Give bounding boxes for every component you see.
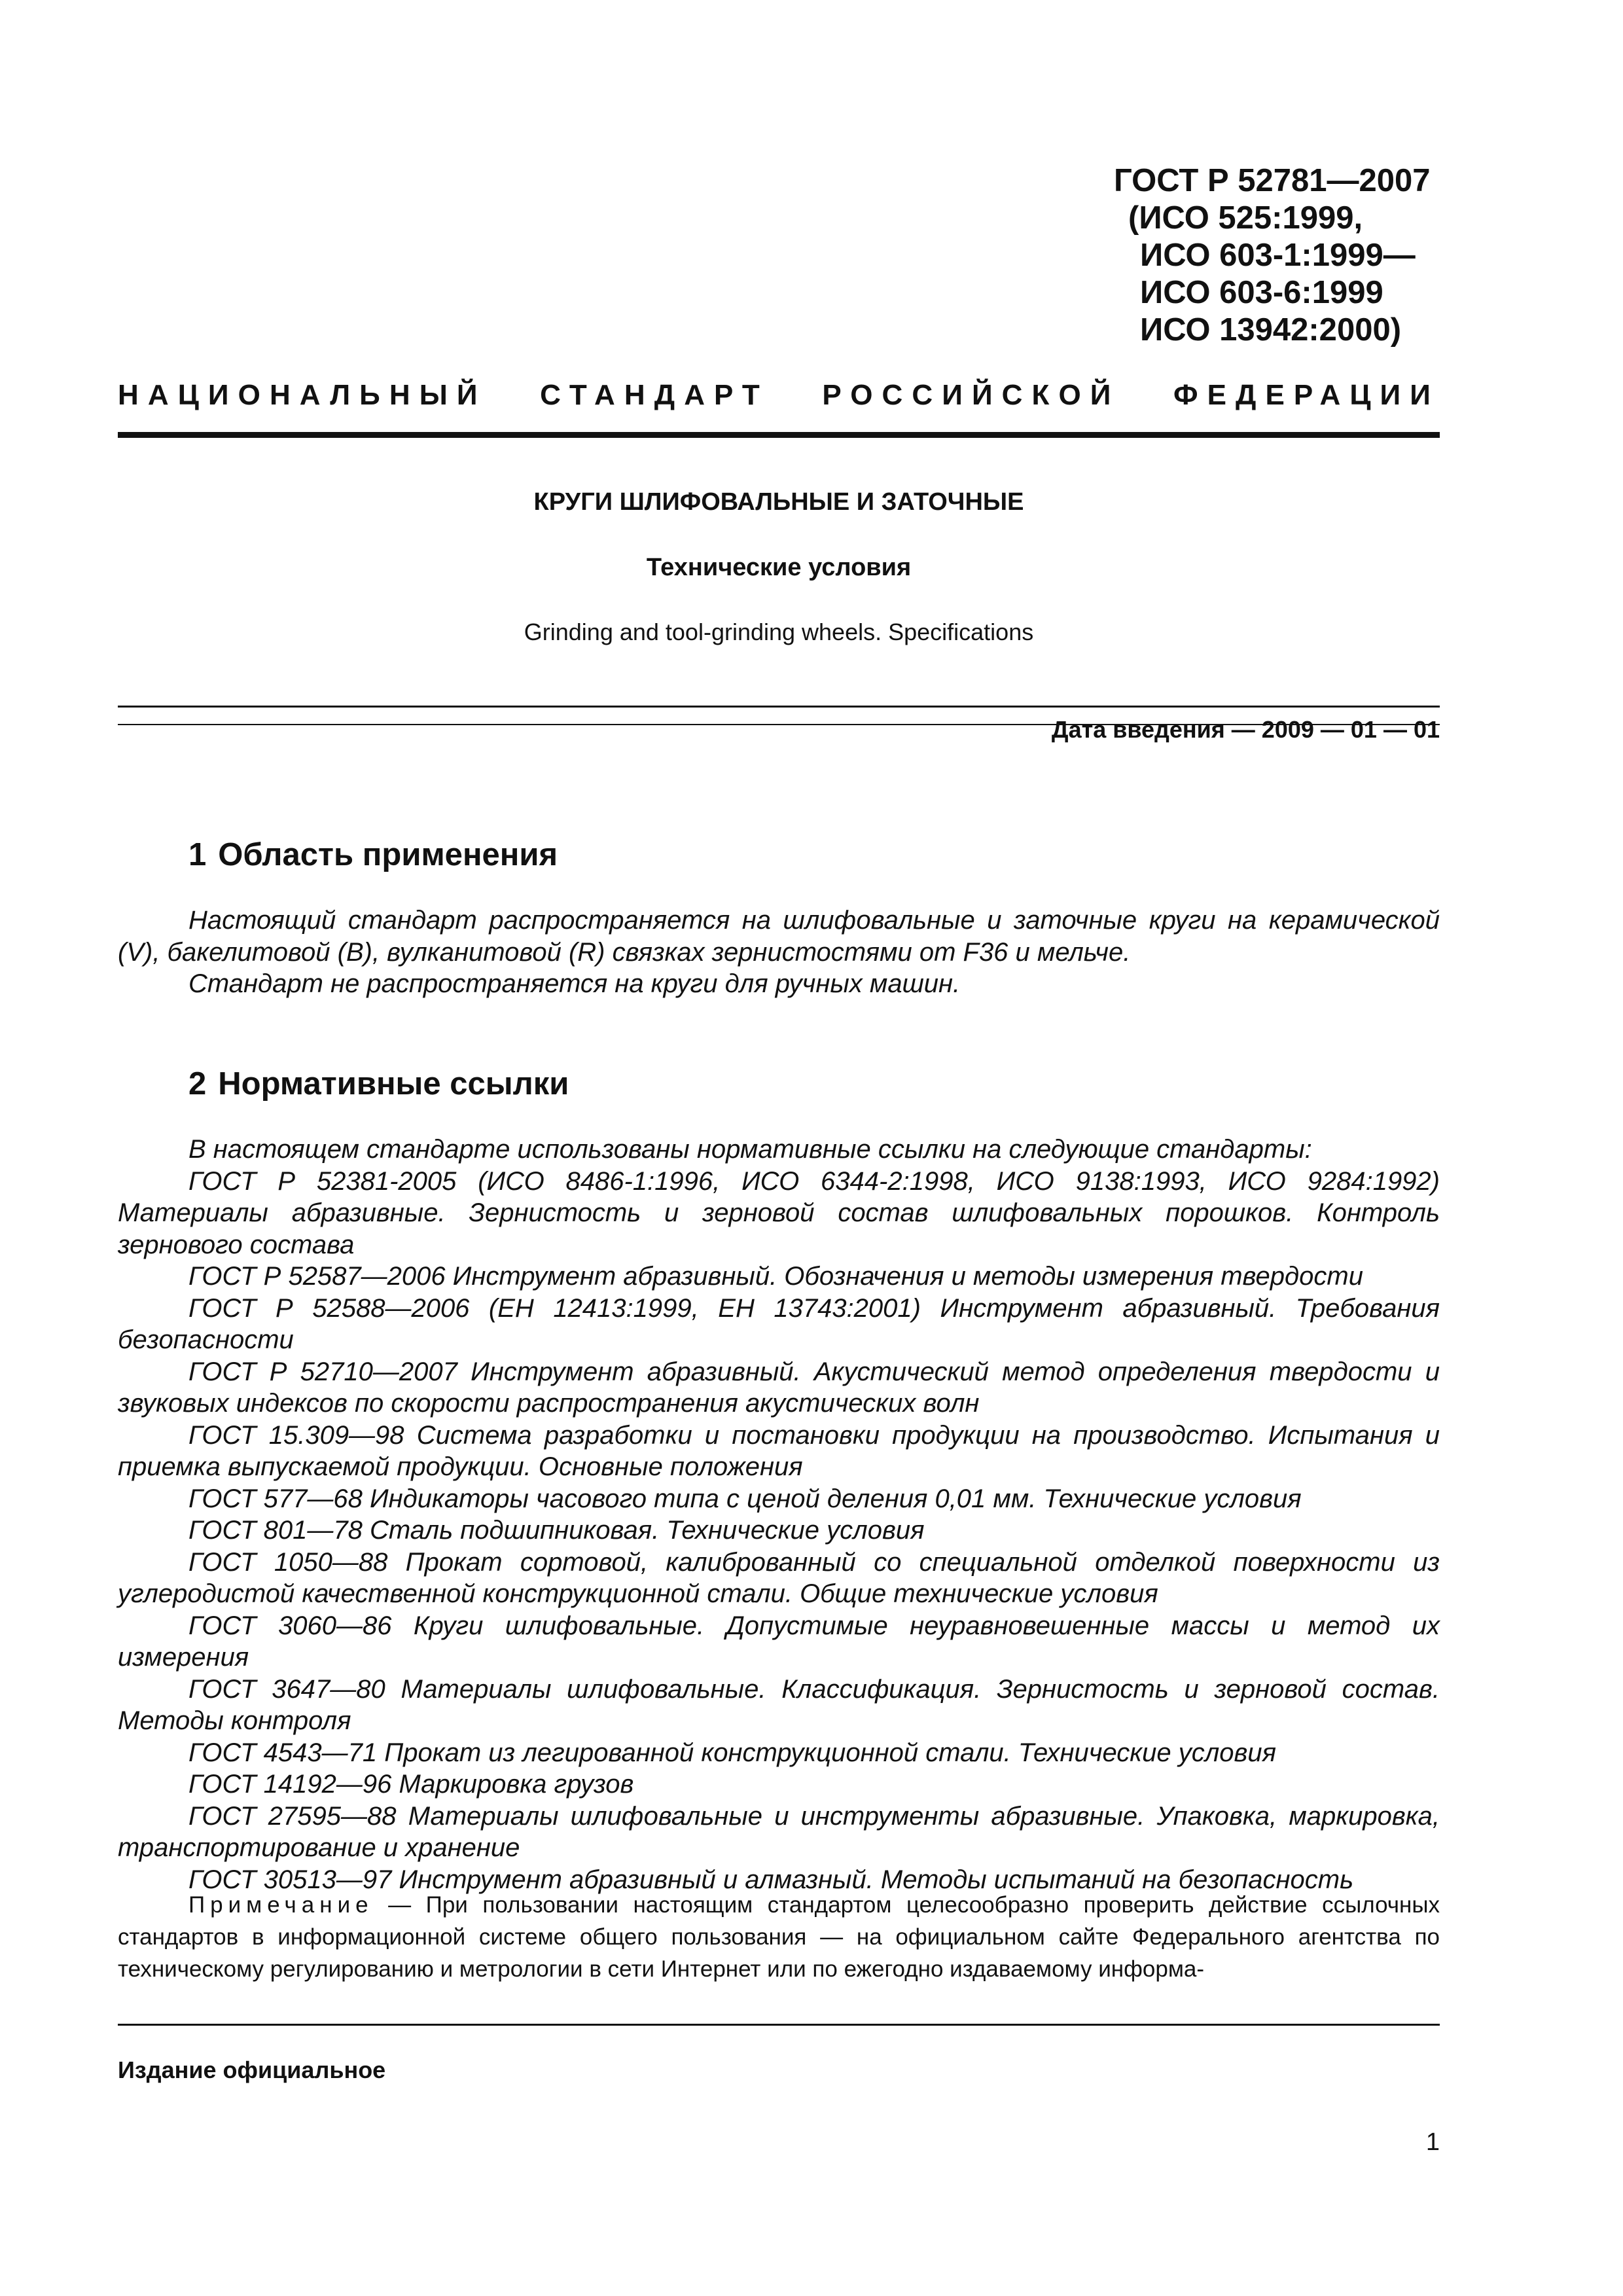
section-heading-normative-references: [188, 1064, 569, 1103]
national-title-word: ФЕДЕРАЦИИ: [1173, 379, 1440, 411]
national-title-word: РОССИЙСКОЙ: [822, 379, 1120, 411]
reference-item: ГОСТ 801—78 Сталь подшипниковая. Технические условия: [188, 1516, 925, 1545]
iso-reference-line: (ИСО 525:1999,: [1128, 200, 1363, 236]
paragraph: В настоящем стандарте использованы нормативные ссылки на следующие стандарты:: [188, 1135, 1312, 1164]
english-title: Grinding and tool-grinding wheels. Specifications: [524, 619, 1034, 645]
paragraph: Стандарт не распространяется на круги для ручных машин.: [188, 969, 961, 998]
section-body-scope: [118, 905, 1440, 1000]
reference-item: ГОСТ 27595—88 Материалы шлифовальные и инструменты абразивные. Упаковка, маркировка, транспортирование и хранение: [118, 1801, 1440, 1862]
iso-reference-line: ИСО 13942:2000): [1140, 312, 1402, 348]
header-divider: [118, 432, 1440, 438]
reference-item: ГОСТ Р 52710—2007 Инструмент абразивный. Акустический метод определения твердости и звуковых индексов по скорости распространения акустических волн: [118, 1357, 1440, 1418]
reference-item: ГОСТ 14192—96 Маркировка грузов: [188, 1770, 634, 1799]
edition-label: Издание официальное: [118, 2056, 386, 2083]
note: [118, 1889, 1440, 1985]
reference-item: ГОСТ Р 52381-2005 (ИСО 8486-1:1996, ИСО 6344-2:1998, ИСО 9138:1993, ИСО 9284:1992) Материалы абразивные. Зернистость и зерновой состав шлифовальных порошков. Контроль зернового состава: [118, 1166, 1440, 1259]
section-body-normative-references: [118, 1134, 1440, 1895]
section-title: Нормативные ссылки: [218, 1066, 569, 1102]
document-title: КРУГИ ШЛИФОВАЛЬНЫЕ И ЗАТОЧНЫЕ: [533, 488, 1024, 516]
introduction-date: Дата введения — 2009 — 01 — 01: [1051, 716, 1440, 743]
reference-item: ГОСТ Р 52587—2006 Инструмент абразивный. Обозначения и методы измерения твердости: [188, 1262, 1363, 1291]
national-title-word: СТАНДАРТ: [540, 379, 769, 411]
standard-number: ГОСТ Р 52781—2007: [1114, 163, 1431, 198]
section-title: Область применения: [218, 837, 558, 872]
reference-item: ГОСТ 3647—80 Материалы шлифовальные. Классификация. Зернистость и зерновой состав. Методы контроля: [118, 1674, 1440, 1735]
reference-item: ГОСТ 1050—88 Прокат сортовой, калиброванный со специальной отделкой поверхности из углеродистой качественной конструкционной стали. Общие технические условия: [118, 1547, 1440, 1608]
reference-item: ГОСТ Р 52588—2006 (ЕН 12413:1999, ЕН 13743:2001) Инструмент абразивный. Требования безопасности: [118, 1293, 1440, 1354]
section-number: 1: [188, 837, 207, 872]
section-heading-scope: [188, 835, 558, 874]
national-standard-title: [118, 376, 1440, 415]
note-label: Примечание: [188, 1892, 374, 1918]
iso-reference-line: ИСО 603-1:1999—: [1140, 238, 1416, 273]
reference-item: ГОСТ 577—68 Индикаторы часового типа с ценой деления 0,01 мм. Технические условия: [188, 1484, 1302, 1513]
iso-reference-line: ИСО 603-6:1999: [1140, 275, 1383, 310]
reference-item: ГОСТ 30513—97 Инструмент абразивный и алмазный. Методы испытаний на безопасность: [188, 1865, 1354, 1894]
footer-divider: [118, 2024, 1440, 2026]
note-text: — При пользовании настоящим стандартом целесообразно проверить действие ссылочных стандартов в информационной системе общего пользования — на официальном сайте Федерального агентства по техническому регулированию и метрологии в сети Интернет или по ежегодно издаваемому информа-: [118, 1892, 1440, 1982]
document-subtitle: Технические условия: [646, 554, 912, 581]
paragraph: Настоящий стандарт распространяется на шлифовальные и заточные круги на керамической (V), бакелитовой (B), вулканитовой (R) связках зернистостями от F36 и мельче.: [118, 906, 1440, 967]
standard-number-block: [955, 162, 1440, 349]
title-divider: [118, 706, 1440, 708]
section-number: 2: [188, 1066, 207, 1102]
page-number: 1: [1425, 2128, 1440, 2156]
reference-item: ГОСТ 3060—86 Круги шлифовальные. Допустимые неуравновешенные массы и метод их измерения: [118, 1611, 1440, 1672]
reference-item: ГОСТ 4543—71 Прокат из легированной конструкционной стали. Технические условия: [188, 1738, 1277, 1767]
national-title-word: НАЦИОНАЛЬНЫЙ: [118, 379, 487, 411]
reference-item: ГОСТ 15.309—98 Система разработки и постановки продукции на производство. Испытания и приемка выпускаемой продукции. Основные положения: [118, 1420, 1440, 1481]
